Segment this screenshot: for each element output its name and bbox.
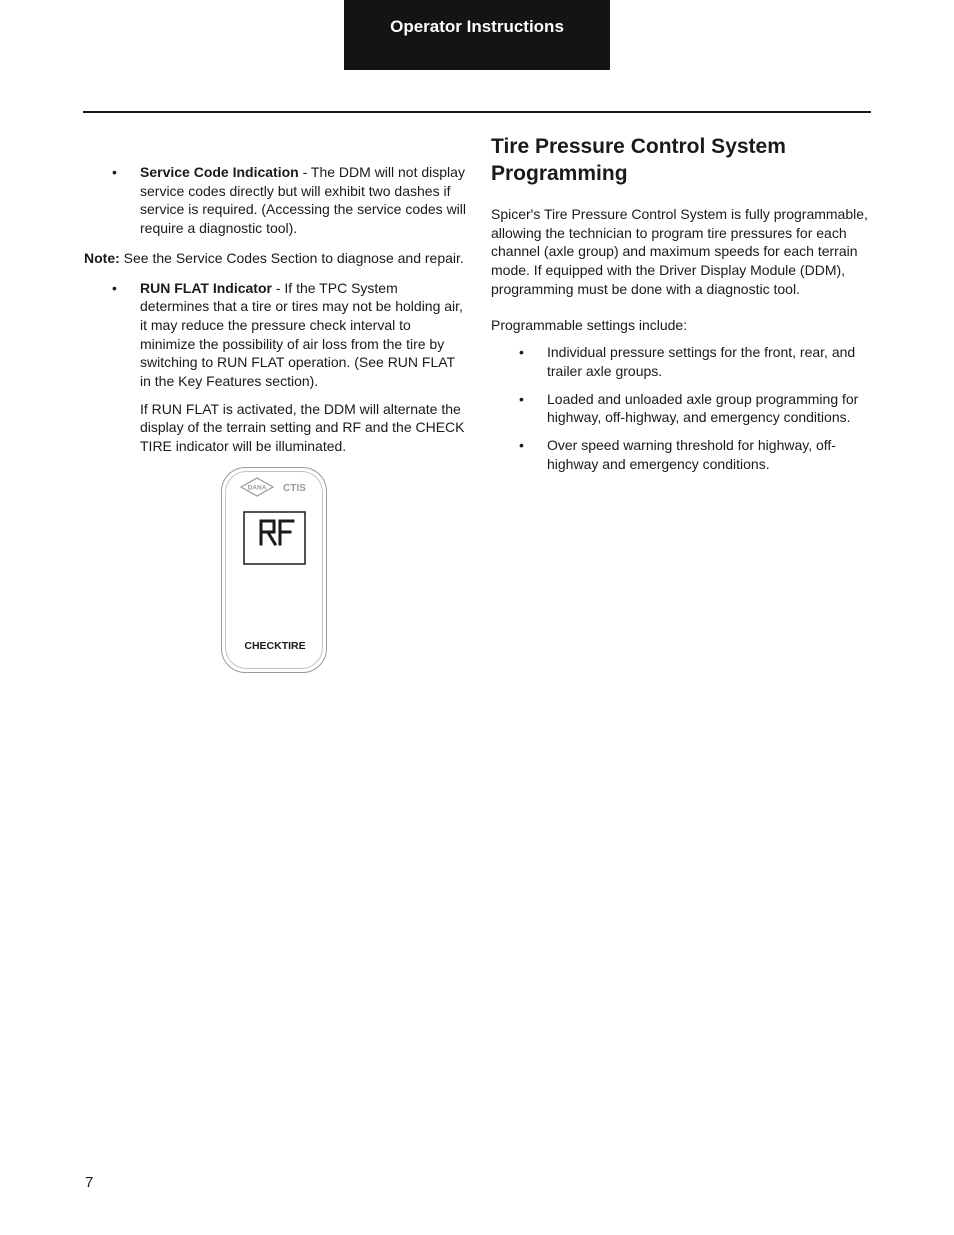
- bullet-text: - The DDM will not display service codes directly but will exhibit two dashes if service is required. (Accessing the service codes will require a diagnostic tool).: [140, 164, 467, 237]
- settings-bullet-text: Over speed warning threshold for highway, off-highway and emergency conditions.: [547, 437, 836, 472]
- bullet-lead: RUN FLAT Indicator: [140, 279, 272, 296]
- bullet-dot: •: [519, 437, 524, 454]
- bullet-dot: •: [112, 164, 117, 180]
- section-title: Operator Instructions: [390, 17, 564, 36]
- intro-paragraph: Spicer's Tire Pressure Control System is fully programmable, allowing the technician to program tire pressures for each channel (axle group) and maximum speeds for each terrain mode. If equipped with the Driver Display Module (DDM), programming must be done with a diagnostic tool.: [491, 206, 868, 297]
- settings-bullet: [491, 436, 873, 473]
- bullet-dot: •: [519, 390, 524, 407]
- bullet-dot: •: [112, 279, 117, 296]
- section-header-tab: [344, 0, 610, 70]
- page-number: 7: [85, 1174, 94, 1191]
- settings-bullet-text: Individual pressure settings for the front, rear, and trailer axle groups.: [547, 344, 856, 379]
- right-column: [491, 133, 873, 482]
- left-column: [84, 163, 466, 456]
- bullet-lead: Service Code Indication: [140, 164, 299, 180]
- checktire-indicator-label: CHECKTIRE: [244, 640, 306, 652]
- settings-bullet: [491, 343, 873, 380]
- ddm-device-drawing: [221, 467, 327, 673]
- note-paragraph: [84, 249, 466, 268]
- ctis-label: CTIS: [283, 483, 306, 494]
- bullet-dot: •: [519, 344, 524, 361]
- bullet-text: - If the TPC System determines that a tire or tires may not be holding air, it may reduce the pressure check interval to minimize the possibility of air loss from the tire by switching to RUN FLAT operation. (See RUN FLAT in the Key Features section).: [140, 279, 463, 390]
- bullet-run-flat: [84, 279, 466, 391]
- settings-label: Programmable settings include:: [491, 316, 688, 333]
- settings-bullet-text: Loaded and unloaded axle group programming for highway, off-highway, and emergency conditions.: [547, 390, 859, 426]
- note-text: See the Service Codes Section to diagnose and repair.: [119, 249, 464, 266]
- settings-bullet: [491, 390, 873, 427]
- ddm-device-illustration: [221, 467, 327, 673]
- bullet-service-code: [84, 163, 466, 238]
- header-rule: [83, 111, 871, 113]
- dana-logo-text: DANA: [247, 484, 267, 492]
- note-label: Note:: [84, 249, 120, 266]
- section-heading: Tire Pressure Control System Programming: [491, 135, 786, 185]
- run-flat-paragraph: If RUN FLAT is activated, the DDM will alternate the display of the terrain setting and RF and the CHECK TIRE indicator will be illuminated.: [140, 400, 465, 455]
